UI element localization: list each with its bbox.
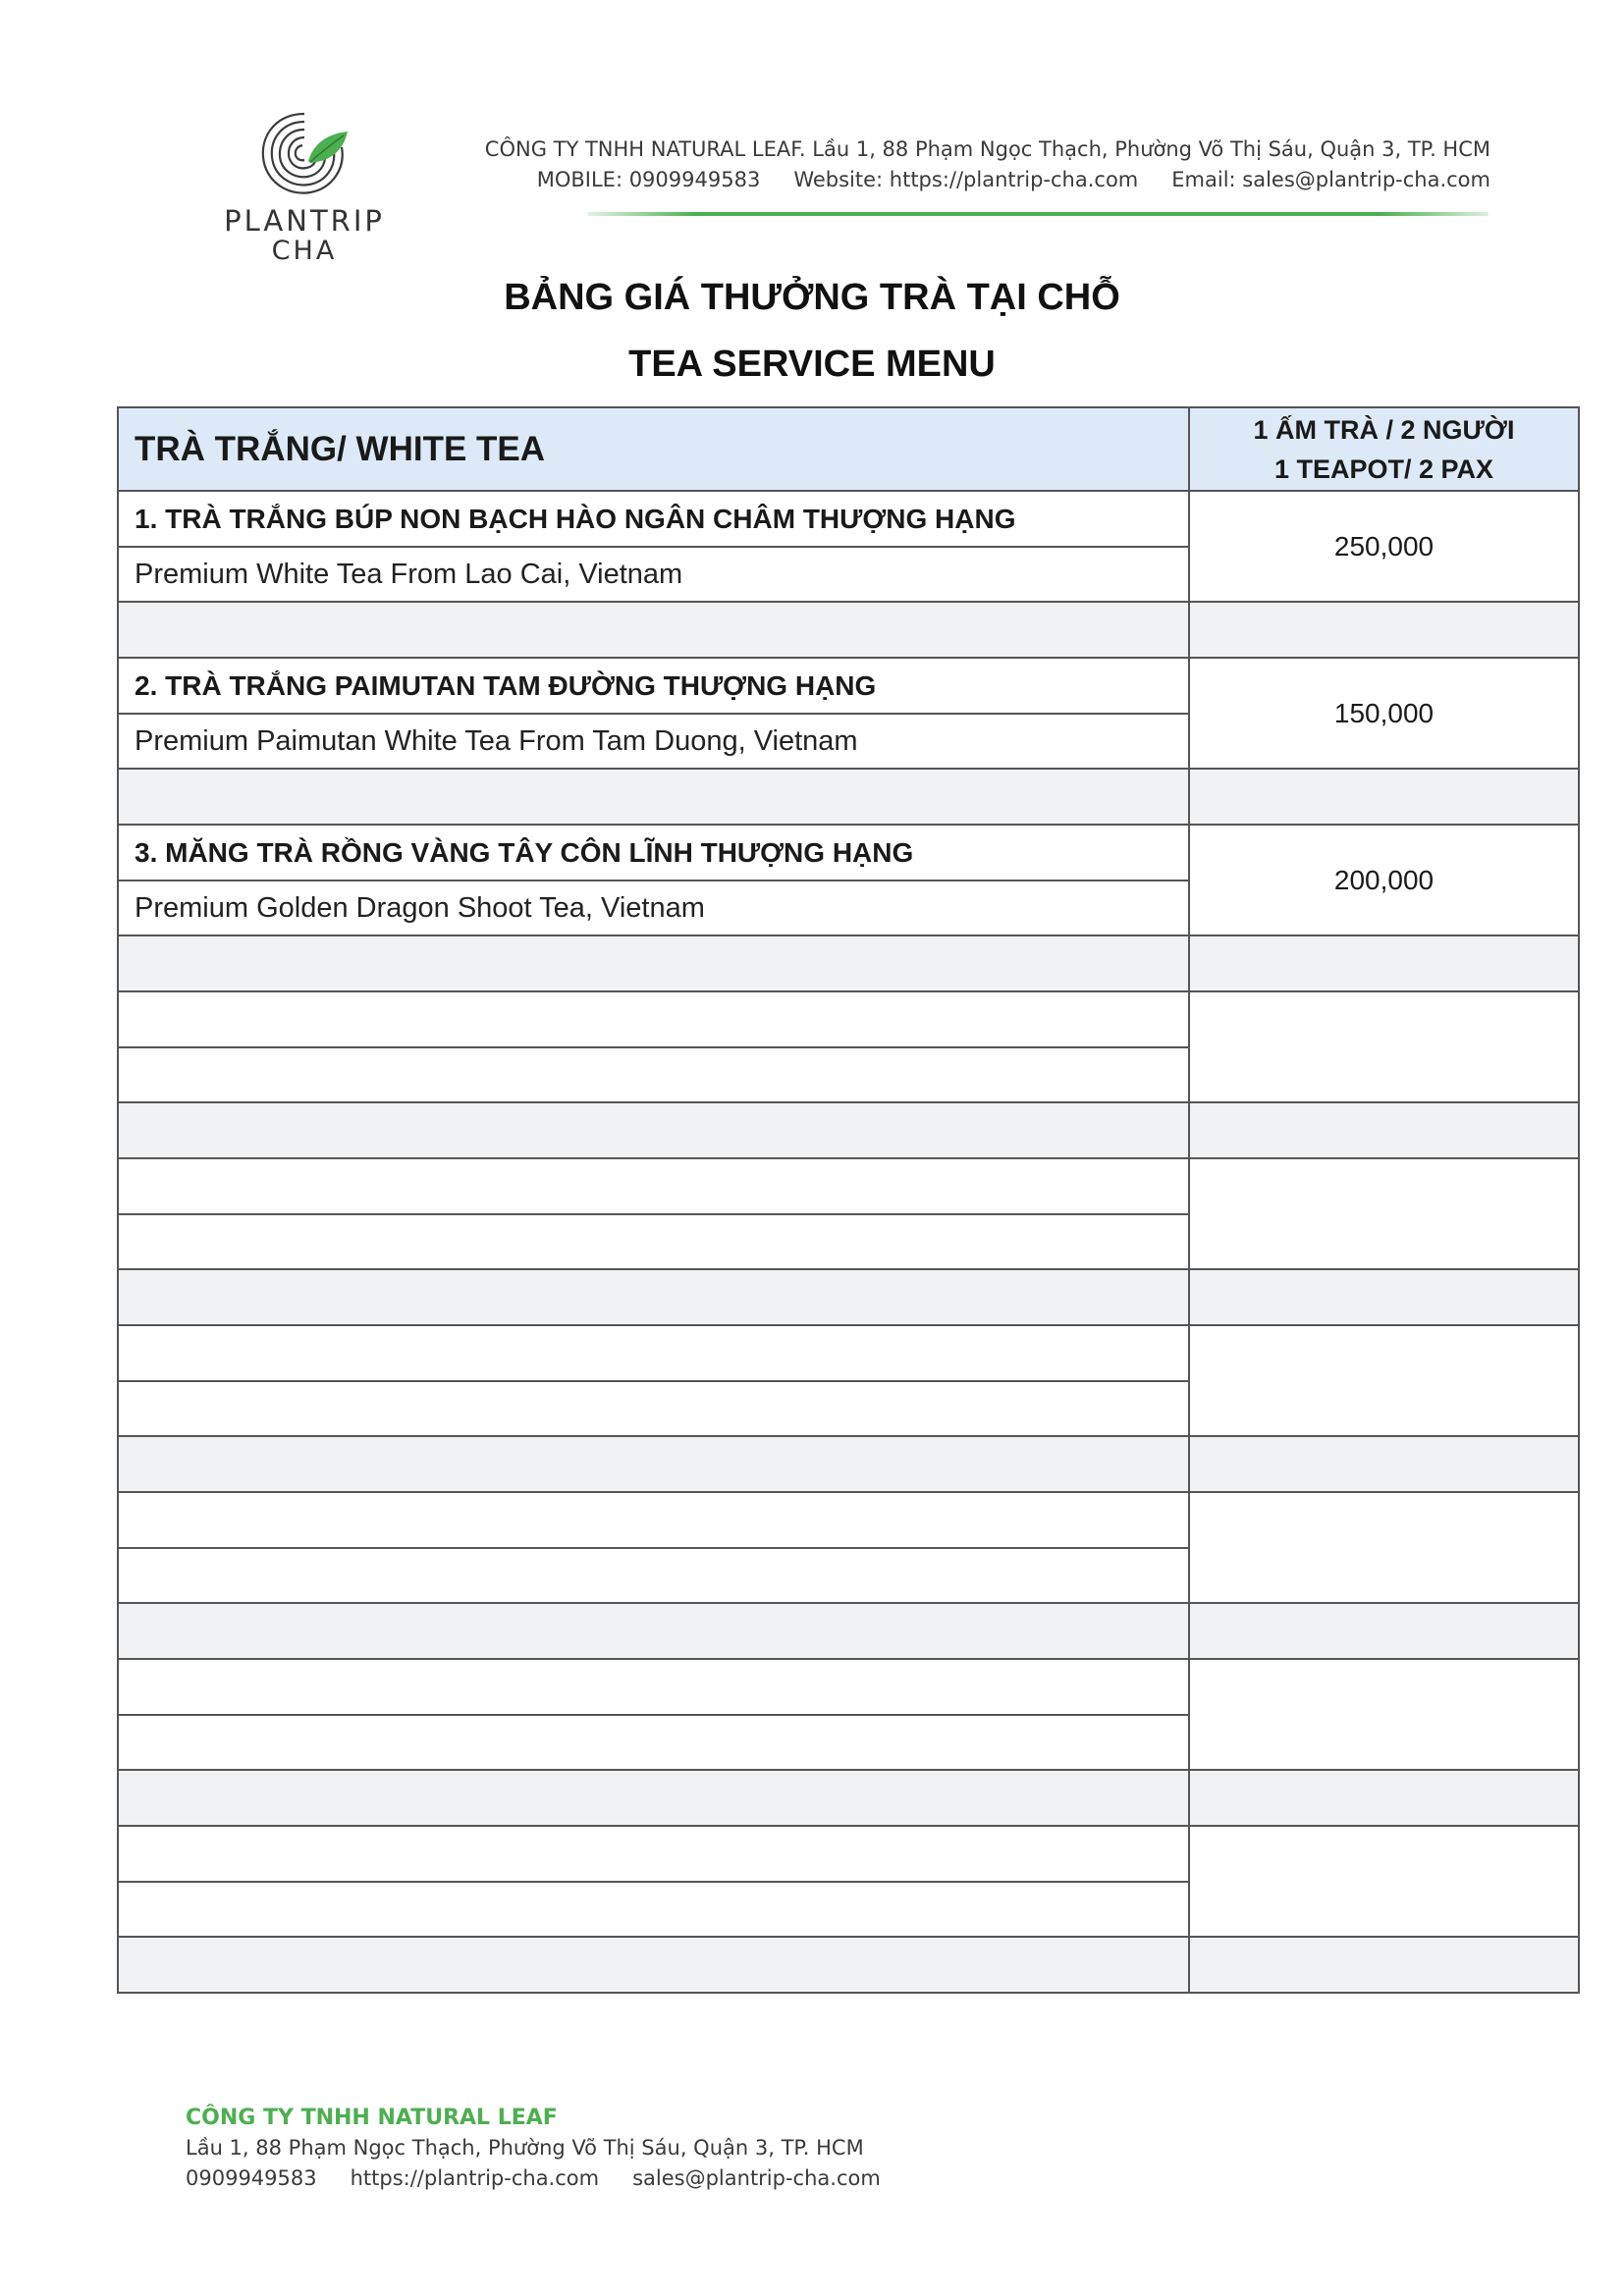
item-price: 200,000 — [1189, 825, 1579, 935]
footer-address: Lầu 1, 88 Phạm Ngọc Thạch, Phường Võ Thị Sáu, Quận 3, TP. HCM — [186, 2136, 864, 2160]
company-logo — [221, 106, 388, 266]
page-subtitle: TEA SERVICE MENU — [628, 344, 996, 385]
empty-row — [118, 1659, 1579, 1715]
category-header: TRÀ TRẮNG/ WHITE TEA — [118, 407, 1189, 491]
header-email[interactable]: Email: sales@plantrip-cha.com — [1171, 168, 1490, 191]
swirl-leaf-icon — [253, 106, 355, 202]
footer-contact-line — [186, 2163, 914, 2194]
header-company-line: CÔNG TY TNHH NATURAL LEAF. Lầu 1, 88 Phạm Ngọc Thạch, Phường Võ Thị Sáu, Quận 3, TP. HCM — [484, 137, 1490, 161]
header-divider — [587, 212, 1489, 216]
item-description: Premium Paimutan White Tea From Tam Duong, Vietnam — [118, 714, 1189, 769]
footer-website[interactable]: https://plantrip-cha.com — [350, 2166, 600, 2190]
header-website[interactable]: Website: https://plantrip-cha.com — [793, 168, 1139, 191]
spacer-row — [118, 1102, 1579, 1158]
price-header-vn: 1 ẤM TRÀ / 2 NGƯỜI — [1253, 414, 1515, 445]
tea-menu-table — [117, 406, 1580, 1994]
spacer-row — [118, 1436, 1579, 1492]
header-contact-line — [452, 165, 1490, 195]
footer-phone: 0909949583 — [186, 2166, 317, 2190]
logo-text-cha: CHA — [271, 236, 338, 266]
header-contact-info — [452, 134, 1490, 195]
logo-text-plantrip: PLANTRIP — [224, 204, 385, 238]
empty-row — [118, 1325, 1579, 1381]
spacer-row — [118, 1770, 1579, 1826]
empty-row — [118, 991, 1579, 1047]
spacer-row — [118, 1269, 1579, 1325]
spacer-row — [118, 935, 1579, 991]
table-row — [118, 491, 1579, 547]
footer-email[interactable]: sales@plantrip-cha.com — [632, 2166, 881, 2190]
price-header-en: 1 TEAPOT/ 2 PAX — [1273, 454, 1494, 484]
table-row — [118, 825, 1579, 881]
empty-row — [118, 1158, 1579, 1214]
table-header-row — [118, 407, 1579, 491]
empty-row — [118, 1826, 1579, 1882]
empty-row — [118, 1492, 1579, 1548]
spacer-row — [118, 1937, 1579, 1993]
spacer-row — [118, 1603, 1579, 1659]
table-row — [118, 658, 1579, 714]
footer-company: CÔNG TY TNHH NATURAL LEAF — [186, 2106, 558, 2130]
item-price: 250,000 — [1189, 491, 1579, 602]
page-title: BẢNG GIÁ THƯỞNG TRÀ TẠI CHỖ — [504, 277, 1120, 318]
item-description: Premium White Tea From Lao Cai, Vietnam — [118, 547, 1189, 602]
footer — [186, 2103, 914, 2194]
price-header — [1189, 407, 1579, 491]
item-description: Premium Golden Dragon Shoot Tea, Vietnam — [118, 881, 1189, 935]
header-mobile: MOBILE: 0909949583 — [536, 168, 761, 191]
spacer-row — [118, 602, 1579, 658]
item-name: 2. TRÀ TRẮNG PAIMUTAN TAM ĐƯỜNG THƯỢNG HẠNG — [118, 658, 1189, 714]
item-price: 150,000 — [1189, 658, 1579, 769]
item-name: 1. TRÀ TRẮNG BÚP NON BẠCH HÀO NGÂN CHÂM THƯỢNG HẠNG — [118, 491, 1189, 547]
item-name: 3. MĂNG TRÀ RỒNG VÀNG TÂY CÔN LĨNH THƯỢNG HẠNG — [118, 825, 1189, 881]
spacer-row — [118, 769, 1579, 825]
